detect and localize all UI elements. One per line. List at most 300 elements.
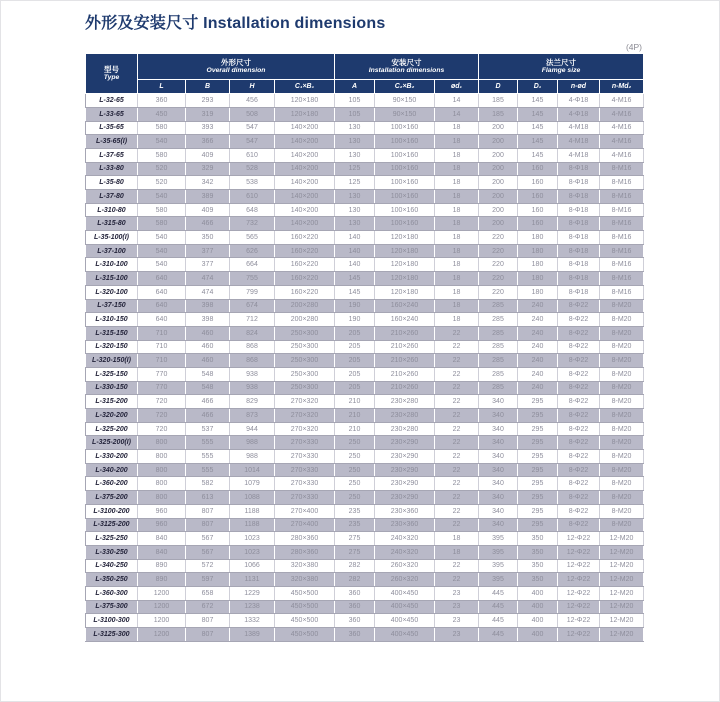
value-cell: 270×400 <box>275 504 335 518</box>
group-header-row <box>86 54 644 80</box>
value-cell: 807 <box>186 628 230 642</box>
value-cell: 230×290 <box>375 463 435 477</box>
value-cell: 8-M20 <box>600 395 644 409</box>
value-cell: 580 <box>138 203 186 217</box>
value-cell: 8-Φ22 <box>558 367 600 381</box>
value-cell: 710 <box>138 340 186 354</box>
value-cell: 140×200 <box>275 135 335 149</box>
value-cell: 720 <box>138 409 186 423</box>
value-cell: 360 <box>335 586 375 600</box>
value-cell: 377 <box>186 244 230 258</box>
column-header-row <box>86 80 644 94</box>
value-cell: 340 <box>479 409 518 423</box>
value-cell: 1023 <box>230 532 275 546</box>
value-cell: 22 <box>435 436 479 450</box>
value-cell: 285 <box>479 354 518 368</box>
group-header-installation-dimensions: 安装尺寸 Installation dimensions <box>335 54 479 80</box>
value-cell: 12-M20 <box>600 573 644 587</box>
value-cell: 400 <box>518 614 558 628</box>
value-cell: 230×290 <box>375 491 435 505</box>
value-cell: 8-M20 <box>600 450 644 464</box>
value-cell: 295 <box>518 409 558 423</box>
value-cell: 8-Φ22 <box>558 409 600 423</box>
value-cell: 8-Φ18 <box>558 244 600 258</box>
value-cell: 295 <box>518 395 558 409</box>
model-cell: L-37-65 <box>86 148 138 162</box>
model-cell: L-33-65 <box>86 107 138 121</box>
corner-note: (4P) <box>625 42 642 53</box>
value-cell: 555 <box>186 463 230 477</box>
table-row <box>86 107 644 121</box>
value-cell: 145 <box>518 107 558 121</box>
table-row <box>86 121 644 135</box>
value-cell: 210×260 <box>375 354 435 368</box>
value-cell: 528 <box>230 162 275 176</box>
value-cell: 868 <box>230 354 275 368</box>
col-header-d1: ød₁ <box>435 80 479 94</box>
value-cell: 220 <box>479 244 518 258</box>
value-cell: 938 <box>230 381 275 395</box>
value-cell: 395 <box>479 545 518 559</box>
value-cell: 22 <box>435 367 479 381</box>
value-cell: 712 <box>230 313 275 327</box>
value-cell: 360 <box>335 614 375 628</box>
value-cell: 250 <box>335 463 375 477</box>
type-header-en: Type <box>103 74 120 82</box>
value-cell: 200 <box>479 176 518 190</box>
value-cell: 235 <box>335 518 375 532</box>
value-cell: 340 <box>479 450 518 464</box>
value-cell: 250 <box>335 477 375 491</box>
value-cell: 8-M20 <box>600 326 644 340</box>
value-cell: 130 <box>335 135 375 149</box>
value-cell: 8-Φ22 <box>558 340 600 354</box>
value-cell: 340 <box>479 504 518 518</box>
value-cell: 540 <box>138 244 186 258</box>
value-cell: 350 <box>186 231 230 245</box>
value-cell: 240 <box>518 326 558 340</box>
model-cell: L-325-150 <box>86 367 138 381</box>
value-cell: 800 <box>138 436 186 450</box>
value-cell: 190 <box>335 313 375 327</box>
table-row <box>86 258 644 272</box>
value-cell: 180 <box>518 272 558 286</box>
value-cell: 450×500 <box>275 614 335 628</box>
table-row <box>86 340 644 354</box>
value-cell: 22 <box>435 381 479 395</box>
value-cell: 1014 <box>230 463 275 477</box>
value-cell: 12-M20 <box>600 559 644 573</box>
value-cell: 270×330 <box>275 450 335 464</box>
value-cell: 145 <box>335 272 375 286</box>
value-cell: 8-M20 <box>600 477 644 491</box>
value-cell: 293 <box>186 94 230 108</box>
value-cell: 18 <box>435 203 479 217</box>
value-cell: 295 <box>518 491 558 505</box>
value-cell: 23 <box>435 600 479 614</box>
value-cell: 240 <box>518 367 558 381</box>
value-cell: 360 <box>335 628 375 642</box>
value-cell: 270×320 <box>275 409 335 423</box>
value-cell: 4-Φ18 <box>558 107 600 121</box>
value-cell: 120×180 <box>275 94 335 108</box>
value-cell: 8-M20 <box>600 367 644 381</box>
value-cell: 8-M16 <box>600 162 644 176</box>
value-cell: 18 <box>435 545 479 559</box>
value-cell: 395 <box>479 559 518 573</box>
value-cell: 580 <box>138 148 186 162</box>
value-cell: 474 <box>186 272 230 286</box>
model-cell: L-325-200(I) <box>86 436 138 450</box>
value-cell: 8-Φ22 <box>558 422 600 436</box>
value-cell: 210 <box>335 409 375 423</box>
type-header-zh: 型号 <box>104 64 119 74</box>
value-cell: 235 <box>335 504 375 518</box>
value-cell: 8-M20 <box>600 354 644 368</box>
value-cell: 205 <box>335 326 375 340</box>
value-cell: 220 <box>479 231 518 245</box>
value-cell: 319 <box>186 107 230 121</box>
value-cell: 285 <box>479 313 518 327</box>
value-cell: 18 <box>435 162 479 176</box>
value-cell: 340 <box>479 436 518 450</box>
value-cell: 12-Φ22 <box>558 614 600 628</box>
model-cell: L-3100-300 <box>86 614 138 628</box>
value-cell: 398 <box>186 313 230 327</box>
value-cell: 90×150 <box>375 107 435 121</box>
value-cell: 1131 <box>230 573 275 587</box>
value-cell: 285 <box>479 340 518 354</box>
value-cell: 548 <box>186 381 230 395</box>
model-cell: L-315-150 <box>86 326 138 340</box>
value-cell: 200 <box>479 135 518 149</box>
page-title-zh: 外形及安装尺寸 <box>85 15 199 32</box>
model-cell: L-35-65(I) <box>86 135 138 149</box>
value-cell: 130 <box>335 190 375 204</box>
value-cell: 18 <box>435 272 479 286</box>
value-cell: 295 <box>518 422 558 436</box>
table-row <box>86 573 644 587</box>
value-cell: 8-M20 <box>600 518 644 532</box>
value-cell: 520 <box>138 162 186 176</box>
table-row <box>86 94 644 108</box>
value-cell: 393 <box>186 121 230 135</box>
value-cell: 389 <box>186 190 230 204</box>
value-cell: 8-M16 <box>600 217 644 231</box>
table-row <box>86 381 644 395</box>
value-cell: 295 <box>518 450 558 464</box>
value-cell: 400 <box>518 628 558 642</box>
value-cell: 130 <box>335 148 375 162</box>
value-cell: 400×450 <box>375 586 435 600</box>
value-cell: 400×450 <box>375 600 435 614</box>
value-cell: 350 <box>518 532 558 546</box>
value-cell: 23 <box>435 614 479 628</box>
value-cell: 230×280 <box>375 422 435 436</box>
table-row <box>86 162 644 176</box>
value-cell: 100×160 <box>375 135 435 149</box>
value-cell: 18 <box>435 313 479 327</box>
value-cell: 8-Φ22 <box>558 436 600 450</box>
value-cell: 100×160 <box>375 190 435 204</box>
value-cell: 145 <box>518 148 558 162</box>
value-cell: 260×320 <box>375 573 435 587</box>
value-cell: 180 <box>518 258 558 272</box>
value-cell: 8-M20 <box>600 504 644 518</box>
value-cell: 807 <box>186 518 230 532</box>
value-cell: 466 <box>186 395 230 409</box>
model-cell: L-315-80 <box>86 217 138 231</box>
value-cell: 840 <box>138 545 186 559</box>
value-cell: 18 <box>435 148 479 162</box>
value-cell: 1023 <box>230 545 275 559</box>
col-header-D1: D₁ <box>518 80 558 94</box>
value-cell: 460 <box>186 340 230 354</box>
value-cell: 8-M20 <box>600 422 644 436</box>
value-cell: 445 <box>479 600 518 614</box>
value-cell: 250×300 <box>275 340 335 354</box>
value-cell: 140×200 <box>275 217 335 231</box>
value-cell: 8-Φ22 <box>558 381 600 395</box>
value-cell: 710 <box>138 354 186 368</box>
value-cell: 250 <box>335 450 375 464</box>
table-row <box>86 285 644 299</box>
group-header-flange-size: 法兰尺寸 Flamge size <box>479 54 644 80</box>
value-cell: 466 <box>186 217 230 231</box>
value-cell: 868 <box>230 340 275 354</box>
value-cell: 100×160 <box>375 121 435 135</box>
value-cell: 295 <box>518 518 558 532</box>
value-cell: 944 <box>230 422 275 436</box>
value-cell: 537 <box>186 422 230 436</box>
value-cell: 1188 <box>230 518 275 532</box>
value-cell: 8-Φ22 <box>558 491 600 505</box>
model-cell: L-330-150 <box>86 381 138 395</box>
value-cell: 580 <box>138 121 186 135</box>
value-cell: 466 <box>186 409 230 423</box>
value-cell: 350 <box>518 559 558 573</box>
dimensions-table <box>85 53 644 642</box>
model-cell: L-3125-300 <box>86 628 138 642</box>
table-row <box>86 395 644 409</box>
value-cell: 8-M16 <box>600 190 644 204</box>
value-cell: 8-M16 <box>600 231 644 245</box>
value-cell: 320×380 <box>275 559 335 573</box>
value-cell: 205 <box>335 367 375 381</box>
value-cell: 540 <box>138 231 186 245</box>
table-row <box>86 545 644 559</box>
value-cell: 580 <box>138 217 186 231</box>
value-cell: 8-M20 <box>600 436 644 450</box>
value-cell: 240 <box>518 313 558 327</box>
value-cell: 409 <box>186 203 230 217</box>
value-cell: 8-Φ18 <box>558 217 600 231</box>
value-cell: 160×220 <box>275 231 335 245</box>
table-row <box>86 244 644 258</box>
value-cell: 450×500 <box>275 586 335 600</box>
model-cell: L-320-200 <box>86 409 138 423</box>
value-cell: 295 <box>518 477 558 491</box>
value-cell: 8-Φ22 <box>558 504 600 518</box>
value-cell: 540 <box>138 135 186 149</box>
value-cell: 807 <box>186 614 230 628</box>
value-cell: 250 <box>335 436 375 450</box>
value-cell: 799 <box>230 285 275 299</box>
value-cell: 4-M16 <box>600 135 644 149</box>
table-row <box>86 231 644 245</box>
value-cell: 105 <box>335 94 375 108</box>
value-cell: 755 <box>230 272 275 286</box>
value-cell: 8-Φ18 <box>558 176 600 190</box>
table-row <box>86 628 644 642</box>
value-cell: 140×200 <box>275 190 335 204</box>
model-cell: L-310-100 <box>86 258 138 272</box>
model-cell: L-37-150 <box>86 299 138 313</box>
value-cell: 4-M18 <box>558 148 600 162</box>
value-cell: 1389 <box>230 628 275 642</box>
value-cell: 938 <box>230 367 275 381</box>
value-cell: 800 <box>138 463 186 477</box>
value-cell: 130 <box>335 121 375 135</box>
value-cell: 395 <box>479 532 518 546</box>
model-cell: L-340-250 <box>86 559 138 573</box>
value-cell: 140 <box>335 244 375 258</box>
table-row <box>86 409 644 423</box>
col-header-D: D <box>479 80 518 94</box>
group-header-overall-dimension: 外形尺寸 Overall dimension <box>138 54 335 80</box>
value-cell: 12-M20 <box>600 614 644 628</box>
value-cell: 140 <box>335 231 375 245</box>
value-cell: 160 <box>518 162 558 176</box>
value-cell: 8-M20 <box>600 409 644 423</box>
value-cell: 710 <box>138 326 186 340</box>
value-cell: 270×320 <box>275 395 335 409</box>
value-cell: 185 <box>479 107 518 121</box>
value-cell: 275 <box>335 545 375 559</box>
model-cell: L-320-150 <box>86 340 138 354</box>
value-cell: 18 <box>435 135 479 149</box>
value-cell: 547 <box>230 135 275 149</box>
value-cell: 200 <box>479 190 518 204</box>
value-cell: 22 <box>435 491 479 505</box>
value-cell: 180 <box>518 244 558 258</box>
value-cell: 460 <box>186 326 230 340</box>
model-cell: L-33-80 <box>86 162 138 176</box>
value-cell: 200×280 <box>275 313 335 327</box>
value-cell: 610 <box>230 190 275 204</box>
table-row <box>86 559 644 573</box>
value-cell: 8-M20 <box>600 491 644 505</box>
value-cell: 824 <box>230 326 275 340</box>
value-cell: 18 <box>435 217 479 231</box>
value-cell: 8-Φ18 <box>558 203 600 217</box>
value-cell: 800 <box>138 477 186 491</box>
value-cell: 100×160 <box>375 176 435 190</box>
value-cell: 275 <box>335 532 375 546</box>
value-cell: 210×260 <box>375 381 435 395</box>
value-cell: 12-M20 <box>600 628 644 642</box>
value-cell: 582 <box>186 477 230 491</box>
table-body <box>86 94 644 642</box>
value-cell: 140 <box>335 258 375 272</box>
value-cell: 572 <box>186 559 230 573</box>
model-cell: L-375-200 <box>86 491 138 505</box>
value-cell: 200 <box>479 217 518 231</box>
value-cell: 520 <box>138 176 186 190</box>
value-cell: 22 <box>435 477 479 491</box>
value-cell: 674 <box>230 299 275 313</box>
value-cell: 8-Φ22 <box>558 354 600 368</box>
value-cell: 270×330 <box>275 491 335 505</box>
value-cell: 18 <box>435 121 479 135</box>
value-cell: 12-M20 <box>600 532 644 546</box>
value-cell: 398 <box>186 299 230 313</box>
value-cell: 12-M20 <box>600 545 644 559</box>
value-cell: 210×260 <box>375 340 435 354</box>
value-cell: 220 <box>479 258 518 272</box>
value-cell: 8-Φ18 <box>558 272 600 286</box>
value-cell: 250×300 <box>275 381 335 395</box>
value-cell: 626 <box>230 244 275 258</box>
value-cell: 230×290 <box>375 477 435 491</box>
value-cell: 8-M16 <box>600 244 644 258</box>
model-cell: L-360-300 <box>86 586 138 600</box>
value-cell: 230×280 <box>375 409 435 423</box>
table-row <box>86 463 644 477</box>
value-cell: 18 <box>435 299 479 313</box>
table-row <box>86 176 644 190</box>
value-cell: 960 <box>138 518 186 532</box>
col-header-C1xB1: C₁×B₁ <box>275 80 335 94</box>
value-cell: 145 <box>335 285 375 299</box>
value-cell: 90×150 <box>375 94 435 108</box>
value-cell: 445 <box>479 586 518 600</box>
value-cell: 340 <box>479 477 518 491</box>
value-cell: 285 <box>479 299 518 313</box>
value-cell: 400×450 <box>375 628 435 642</box>
value-cell: 22 <box>435 518 479 532</box>
value-cell: 1200 <box>138 600 186 614</box>
value-cell: 240 <box>518 299 558 313</box>
col-header-B: B <box>186 80 230 94</box>
value-cell: 18 <box>435 190 479 204</box>
value-cell: 340 <box>479 422 518 436</box>
value-cell: 22 <box>435 340 479 354</box>
value-cell: 240 <box>518 354 558 368</box>
table-row <box>86 532 644 546</box>
value-cell: 445 <box>479 614 518 628</box>
value-cell: 8-M20 <box>600 340 644 354</box>
value-cell: 988 <box>230 436 275 450</box>
value-cell: 800 <box>138 491 186 505</box>
value-cell: 18 <box>435 285 479 299</box>
value-cell: 770 <box>138 381 186 395</box>
value-cell: 342 <box>186 176 230 190</box>
value-cell: 8-Φ18 <box>558 285 600 299</box>
value-cell: 8-M20 <box>600 299 644 313</box>
value-cell: 8-Φ22 <box>558 326 600 340</box>
model-cell: L-37-100 <box>86 244 138 258</box>
table-row <box>86 190 644 204</box>
value-cell: 160×240 <box>375 313 435 327</box>
value-cell: 18 <box>435 244 479 258</box>
value-cell: 960 <box>138 504 186 518</box>
value-cell: 230×290 <box>375 436 435 450</box>
model-cell: L-35-80 <box>86 176 138 190</box>
value-cell: 12-Φ22 <box>558 573 600 587</box>
value-cell: 230×280 <box>375 395 435 409</box>
value-cell: 295 <box>518 504 558 518</box>
